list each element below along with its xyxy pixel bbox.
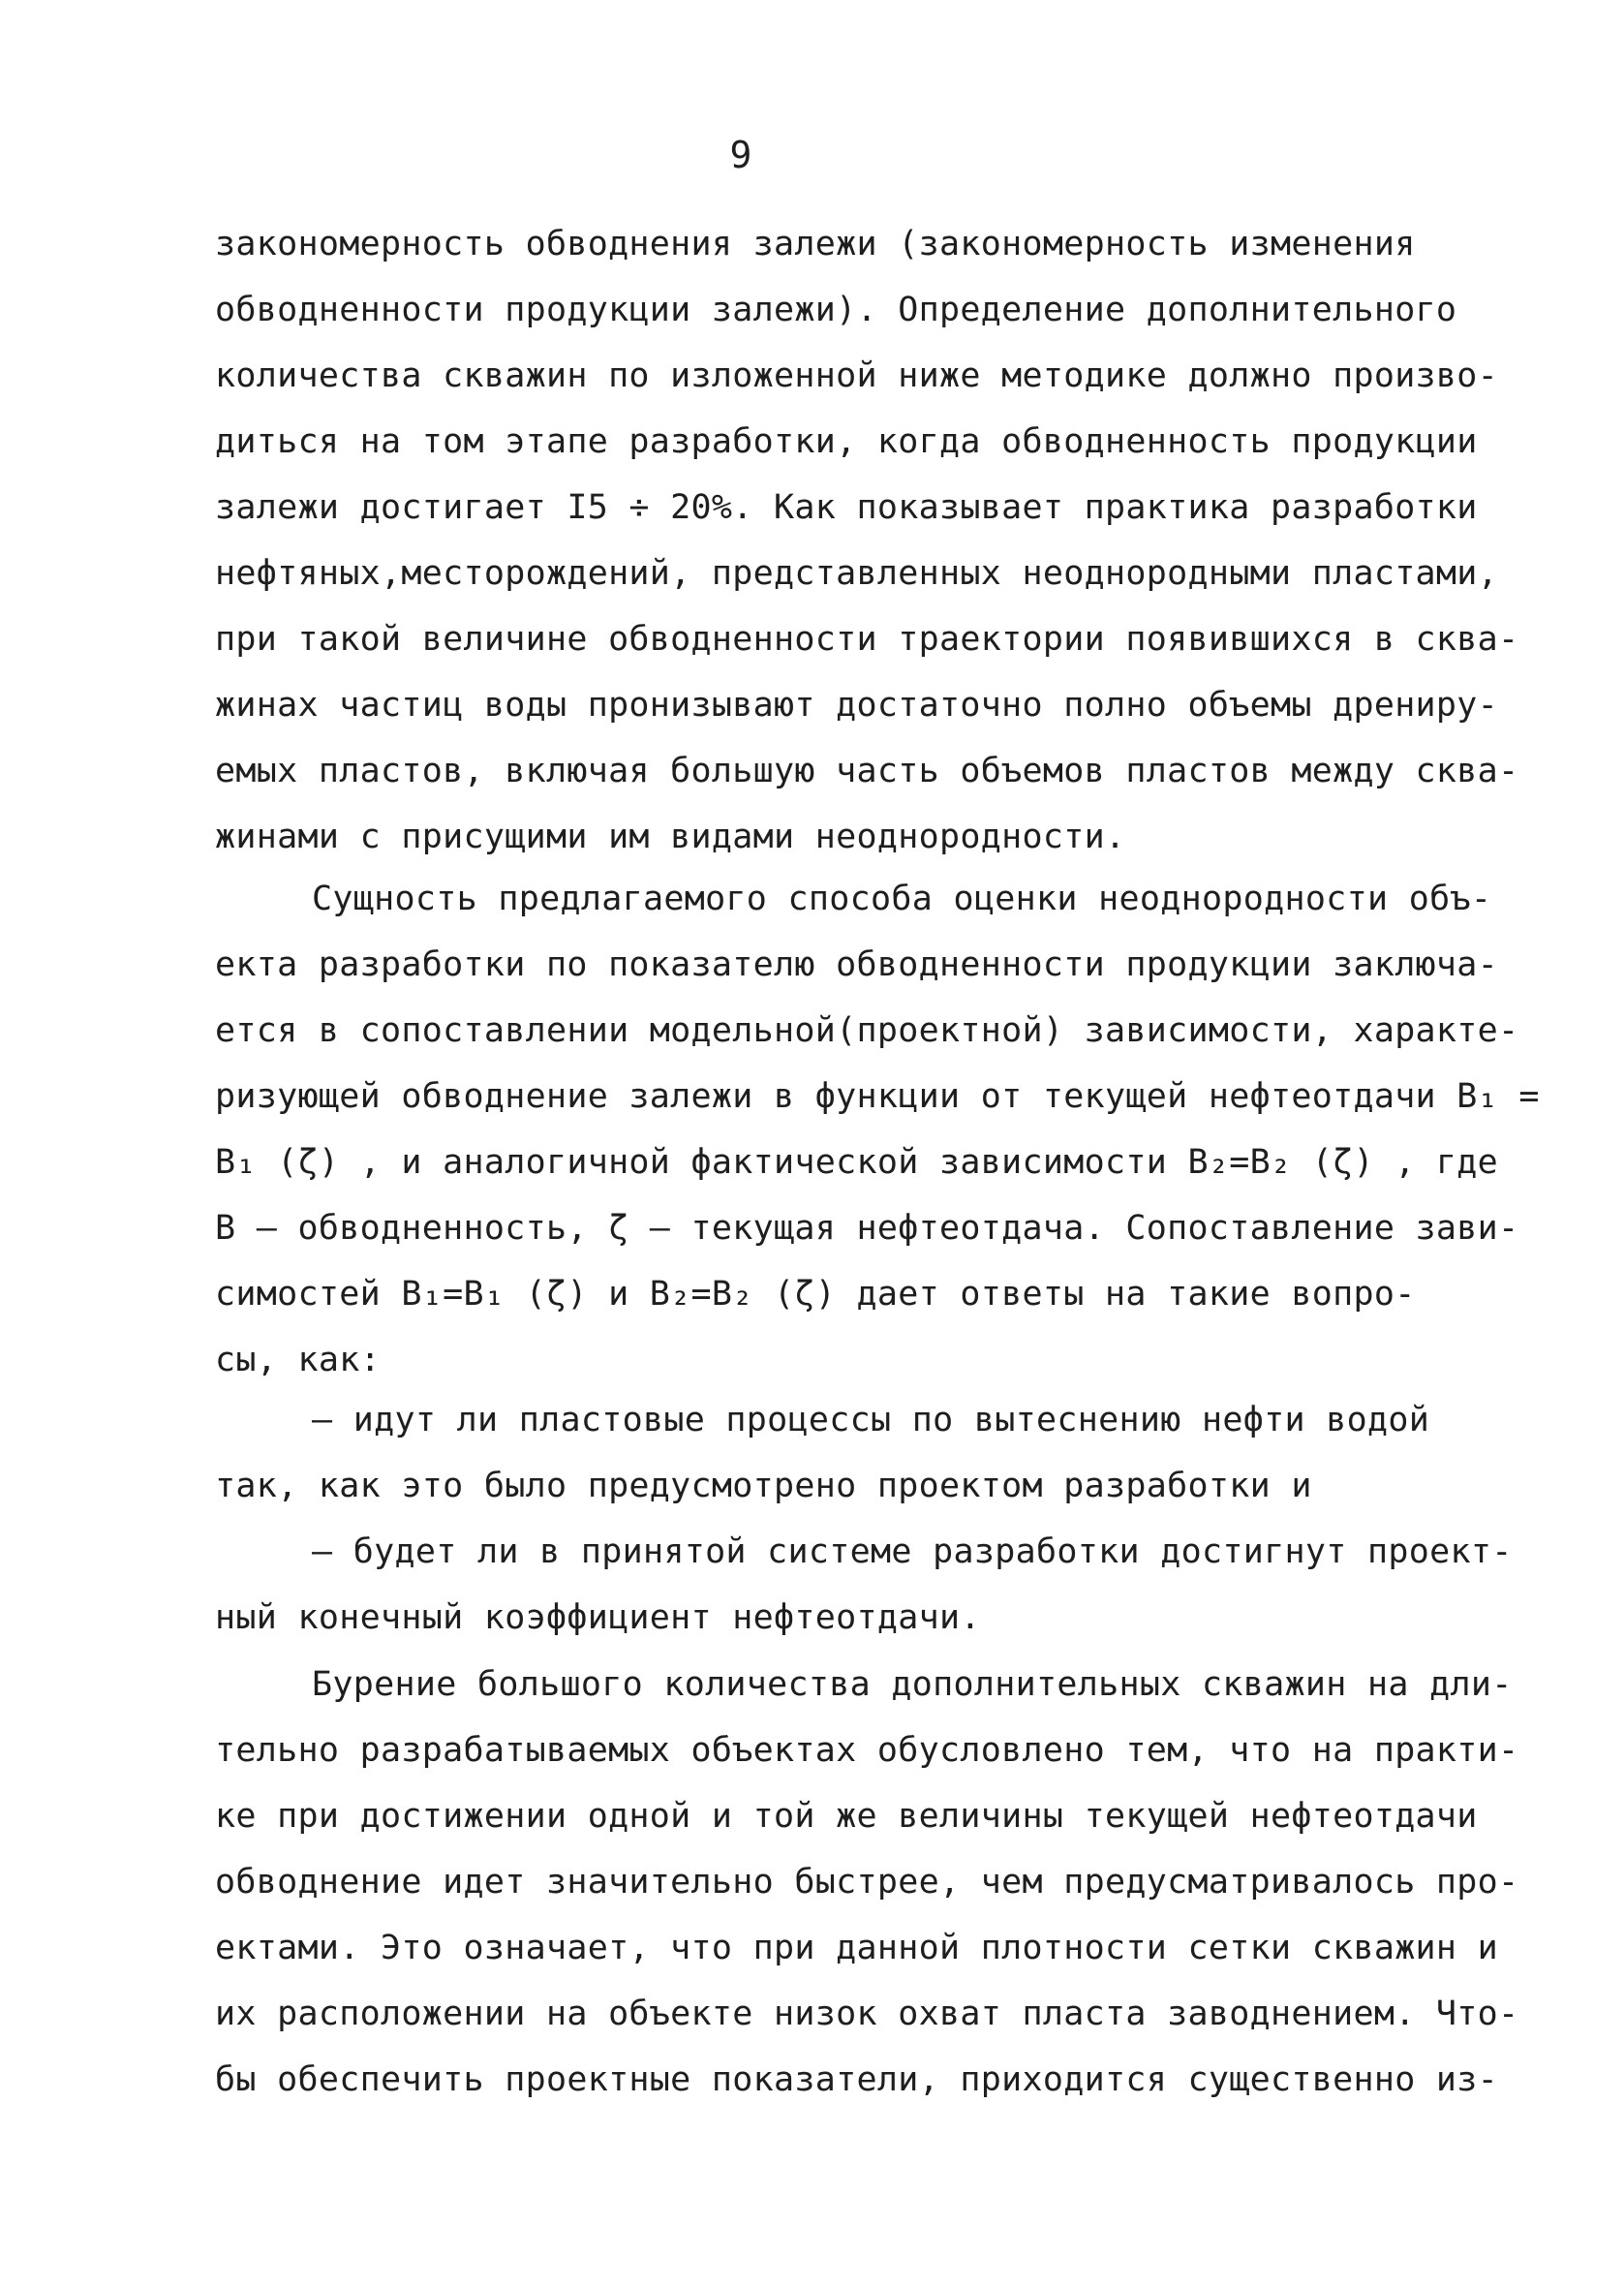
text-line: обводнение идет значительно быстрее, чем предусматривалось про-	[215, 1863, 1519, 1902]
text-line: их расположении на объекте низок охват пласта заводнением. Что-	[215, 1995, 1519, 2033]
formula-line: симостей B₁=B₁ (ζ) и B₂=B₂ (ζ) дает ответы на такие вопро-	[215, 1275, 1416, 1314]
text-line: закономерность обводнения залежи (закономерность изменения	[215, 225, 1416, 263]
text-line: емых пластов, включая большую часть объемов пластов между сква-	[215, 752, 1519, 790]
text-line: нефтяных,месторождений, представленных неоднородными пластами,	[215, 554, 1499, 593]
list-item-line: – идут ли пластовые процессы по вытеснению нефти водой	[312, 1401, 1430, 1439]
text-line: тельно разрабатываемых объектах обусловлено тем, что на практи-	[215, 1731, 1519, 1770]
text-line: количества скважин по изложенной ниже методике должно произво-	[215, 356, 1499, 395]
text-line: ется в сопоставлении модельной(проектной) зависимости, характе-	[215, 1011, 1519, 1050]
text-line: ектами. Это означает, что при данной плотности сетки скважин и	[215, 1929, 1499, 1967]
paragraph-1	[215, 211, 1519, 870]
page-number: 9	[729, 134, 752, 176]
text-line: диться на том этапе разработки, когда обводненность продукции	[215, 422, 1478, 461]
text-line: екта разработки по показателю обводненности продукции заключа-	[215, 945, 1499, 984]
list-item-line: так, как это было предусмотрено проектом разработки и	[215, 1467, 1312, 1505]
text-line: сы, как:	[215, 1341, 381, 1379]
text-line: бы обеспечить проектные показатели, приходится существенно из-	[215, 2060, 1499, 2099]
formula-line: B₁ (ζ) , и аналогичной фактической зависимости B₂=B₂ (ζ) , где	[215, 1143, 1499, 1182]
text-line: Сущность предлагаемого способа оценки неоднородности объ-	[312, 880, 1492, 918]
paragraph-5	[215, 1652, 1519, 2113]
text-line: жинами с присущими им видами неоднородности.	[215, 818, 1126, 856]
text-line: жинах частиц воды пронизывают достаточно полно объемы дрениру-	[215, 686, 1499, 725]
paragraph-2	[215, 866, 1540, 1393]
text-line: B – обводненность, ζ – текущая нефтеотдача. Сопоставление зави-	[215, 1209, 1519, 1248]
text-line: при такой величине обводненности траектории появившихся в сква-	[215, 620, 1519, 659]
list-item-line: ный конечный коэффициент нефтеотдачи.	[215, 1598, 981, 1637]
paragraph-4	[215, 1519, 1513, 1651]
text-line: залежи достигает I5 ÷ 20%. Как показывает практика разработки	[215, 488, 1478, 527]
text-line: ке при достижении одной и той же величины текущей нефтеотдачи	[215, 1797, 1478, 1836]
list-item-line: – будет ли в принятой системе разработки достигнут проект-	[312, 1532, 1513, 1571]
text-line: ризующей обводнение залежи в функции от текущей нефтеотдачи B₁ =	[215, 1077, 1540, 1116]
text-line: Бурение большого количества дополнительных скважин на дли-	[312, 1665, 1513, 1704]
paragraph-3	[215, 1387, 1493, 1519]
text-line: обводненности продукции залежи). Определение дополнительного	[215, 291, 1457, 329]
